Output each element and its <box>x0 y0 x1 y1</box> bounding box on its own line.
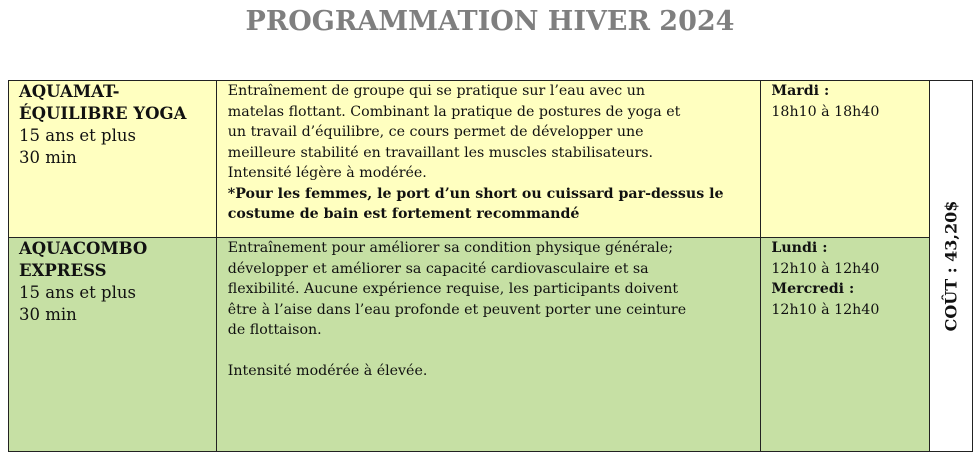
description-cell <box>216 81 761 238</box>
description-line: de flottaison. <box>227 322 322 339</box>
description-line: Entraînement pour améliorer sa condition physique générale; <box>227 240 673 257</box>
schedule-table <box>8 80 973 452</box>
course-name: AQUAMAT-ÉQUILIBRE YOGA <box>19 82 187 123</box>
course-name: AQUACOMBO EXPRESS <box>19 239 148 281</box>
schedule-day: Mardi : <box>771 83 830 99</box>
note-line: *Pour les femmes, le port d’un short ou cuissard par-dessus le <box>227 185 724 202</box>
description-line: être à l’aise dans l’eau profonde et peuvent porter une ceinture <box>227 301 687 318</box>
description-line: développer et améliorer sa capacité cardiovasculaire et sa <box>227 260 649 277</box>
course-cell <box>9 81 217 238</box>
schedule-day: Lundi : <box>771 240 828 257</box>
description-line: meilleure stabilité en travaillant les muscles stabilisateurs. <box>227 144 654 161</box>
page-title: PROGRAMMATION HIVER 2024 <box>245 6 735 37</box>
description-line: un travail d’équilibre, ce cours permet de développer une <box>227 124 644 140</box>
course-duration: 30 min <box>19 305 77 325</box>
description-line: Intensité légère à modérée. <box>227 165 427 181</box>
schedule-cell <box>761 238 930 452</box>
schedule-cell <box>761 81 930 238</box>
course-duration: 30 min <box>19 148 77 167</box>
schedule-time: 12h10 à 12h40 <box>771 301 880 318</box>
description-line: Entraînement de groupe qui se pratique sur l’eau avec un <box>227 83 646 99</box>
schedule-time: 18h10 à 18h40 <box>771 103 880 120</box>
cost-label: COÛT : 43,20$ <box>941 200 961 332</box>
table-row <box>9 238 973 452</box>
description-line: flexibilité. Aucune expérience requise, les participants doivent <box>227 281 679 298</box>
schedule-day: Mercredi : <box>771 281 855 298</box>
course-age: 15 ans et plus <box>19 126 136 145</box>
course-cell <box>9 238 217 452</box>
description-cell <box>216 238 761 452</box>
cost-cell <box>930 81 973 452</box>
description-line: matelas flottant. Combinant la pratique de postures de yoga et <box>227 103 681 120</box>
note-line: costume de bain est fortement recommandé <box>227 206 580 222</box>
intensity-line: Intensité modérée à élevée. <box>227 363 428 380</box>
course-age: 15 ans et plus <box>19 283 136 303</box>
table-row <box>9 81 973 238</box>
schedule-time: 12h10 à 12h40 <box>771 260 880 277</box>
